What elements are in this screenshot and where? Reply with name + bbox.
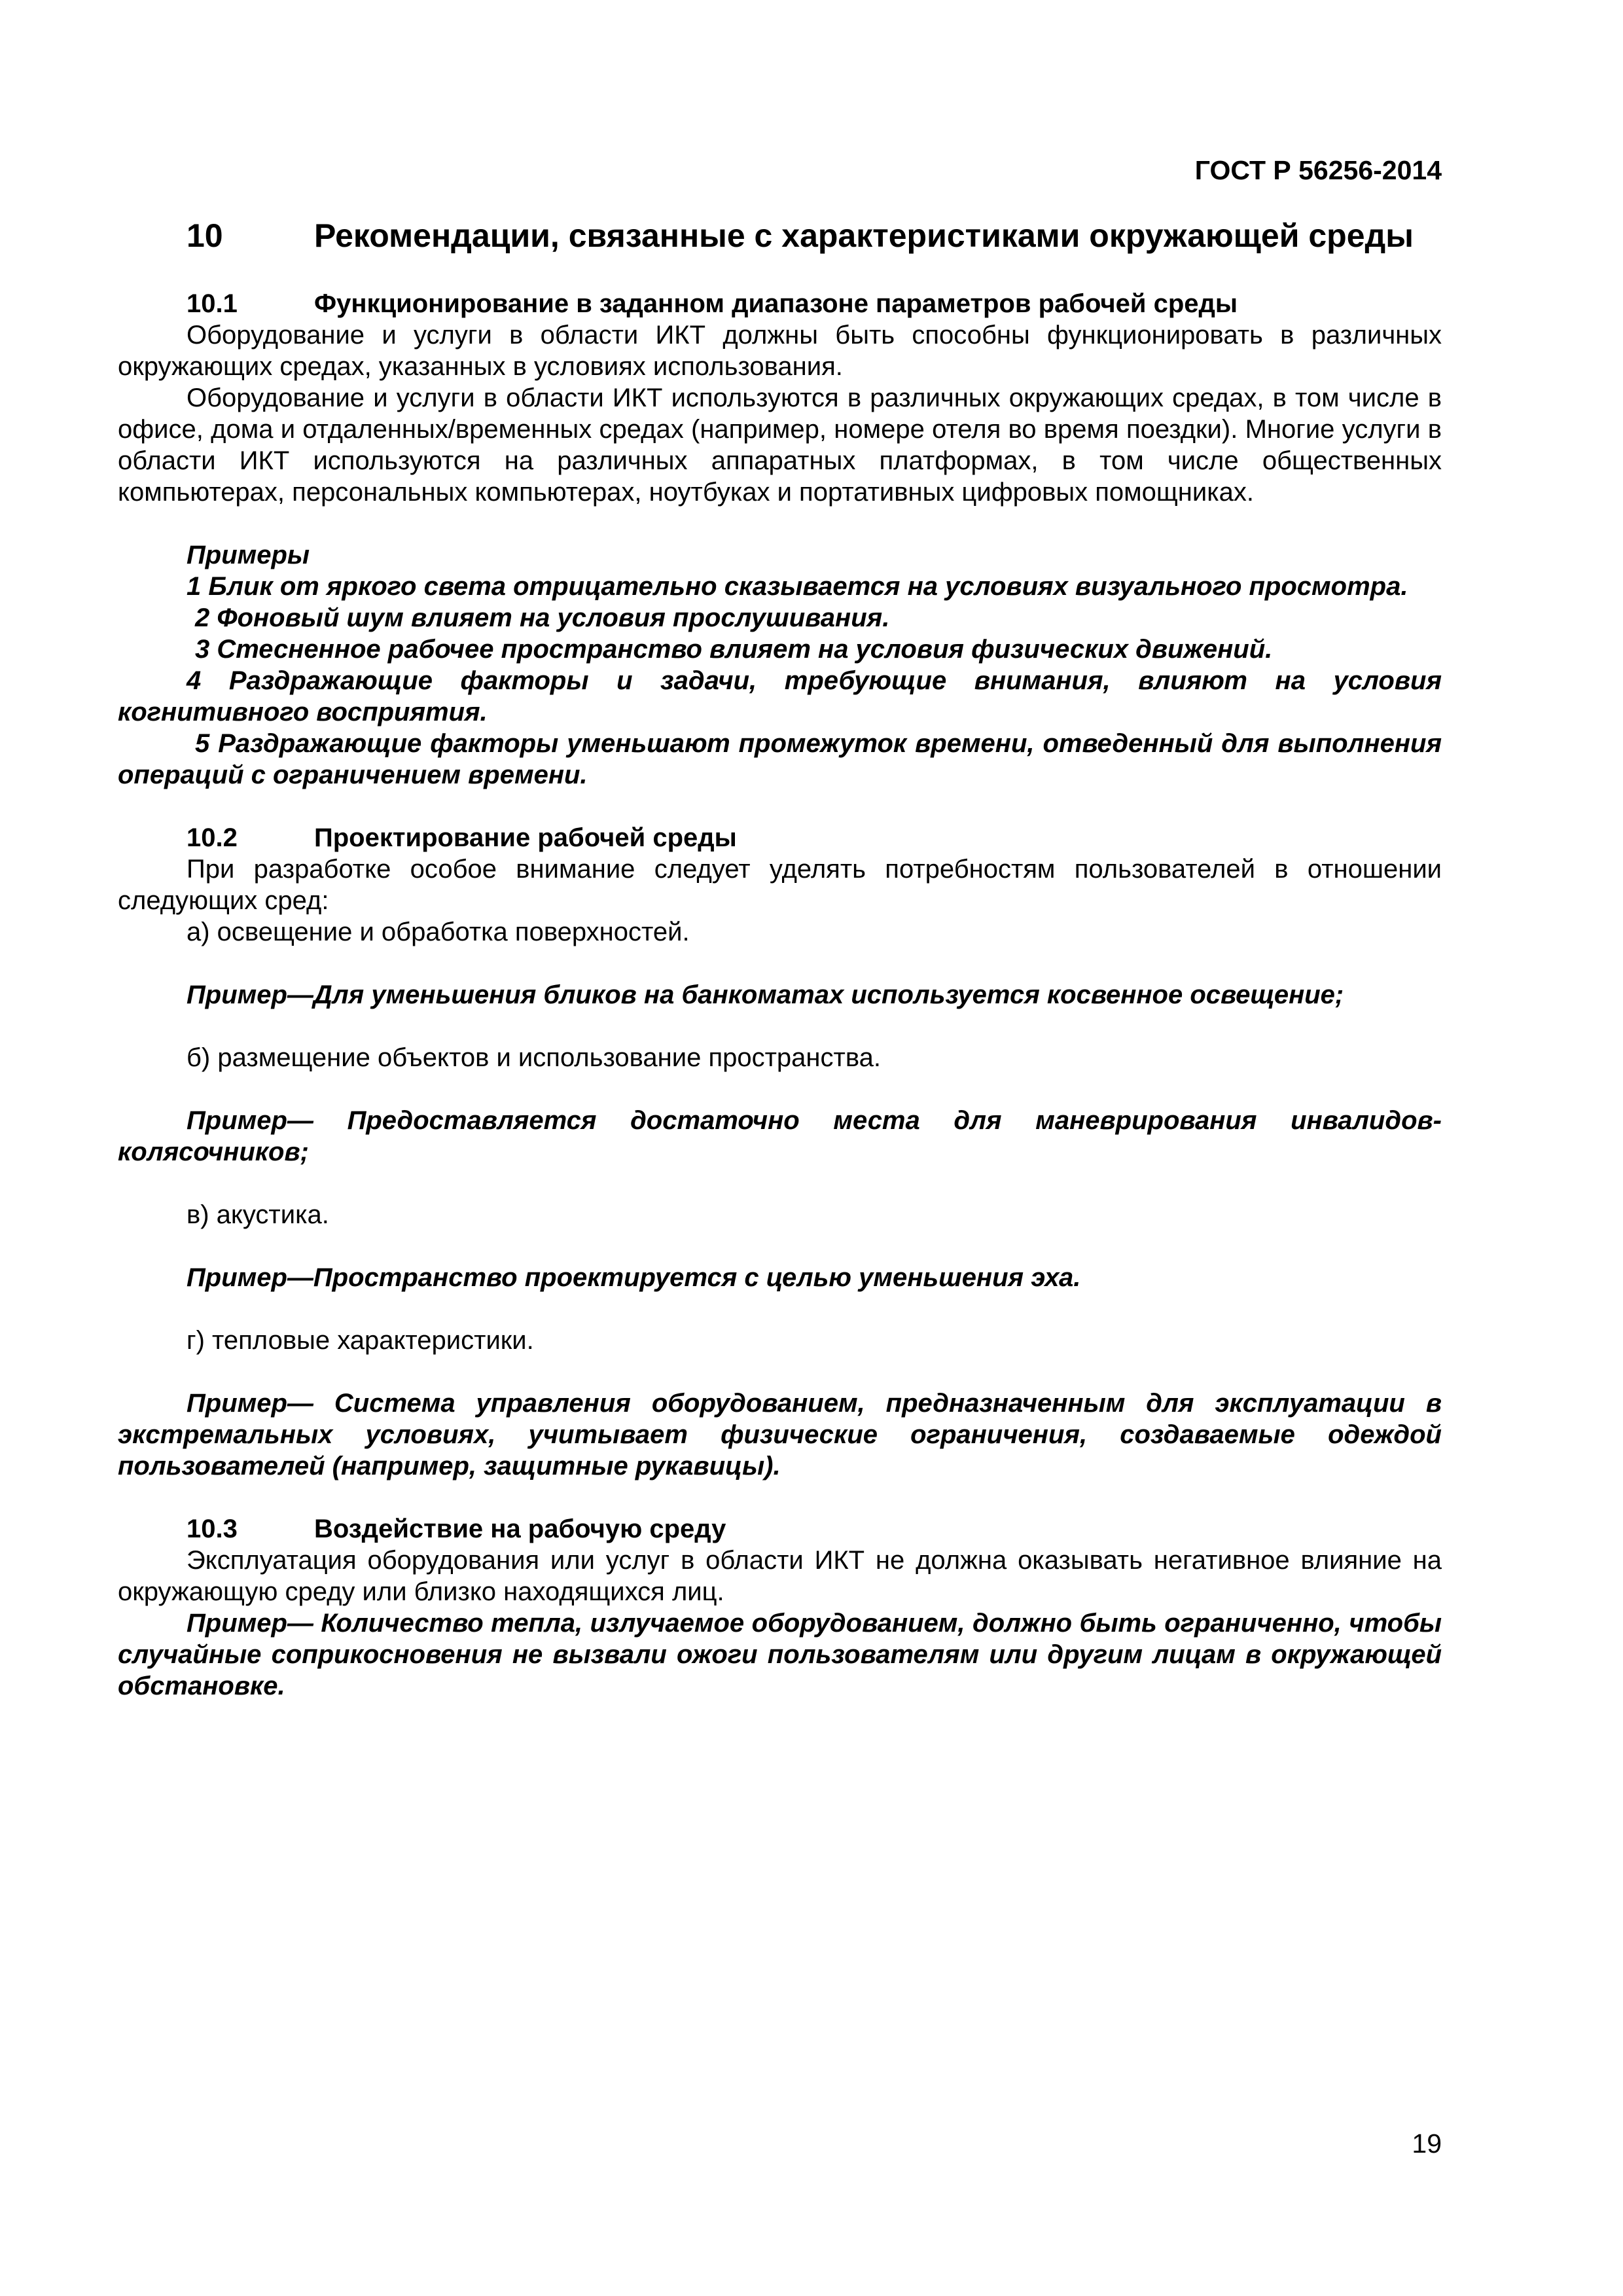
example-note: Пример—Для уменьшения бликов на банкоматах используется косвенное освещение; xyxy=(187,980,1344,1009)
subsection-heading xyxy=(118,1513,1442,1545)
example-note: Пример— Предоставляется достаточно места для маневрирования инвалидов-колясочников; xyxy=(118,1106,1442,1166)
paragraph: Эксплуатация оборудования или услуг в области ИКТ не должна оказывать негативное влияние на окружающую среду или близко находящихся лиц. xyxy=(118,1546,1442,1606)
subsection-heading xyxy=(118,288,1442,319)
example-item: 4 Раздражающие факторы и задачи, требующие внимания, влияют на условия когнитивного восприятия. xyxy=(118,666,1442,726)
list-item: г) тепловые характеристики. xyxy=(187,1326,534,1355)
subsection-number: 10.2 xyxy=(187,823,238,852)
section-number: 10 xyxy=(187,217,223,254)
subsection-heading xyxy=(118,822,1442,853)
list-item: б) размещение объектов и использование пространства. xyxy=(187,1043,881,1072)
example-item: 5 Раздражающие факторы уменьшают промежуток времени, отведенный для выполнения операций с ограничением времени. xyxy=(118,729,1442,789)
paragraph: Оборудование и услуги в области ИКТ используются в различных окружающих средах, в том числе в офисе, дома и отдаленных/временных средах (например, номере отеля во время поездки). Многие услуги в области ИКТ используются на различных аппаратных платформах, в том числе общественных компьютерах, персональных компьютерах, ноутбуках и портативных цифровых помощниках. xyxy=(118,384,1442,507)
example-item: 3 Стесненное рабочее пространство влияет на условия физических движений. xyxy=(195,635,1273,664)
paragraph: Оборудование и услуги в области ИКТ должны быть способны функционировать в различных окружающих средах, указанных в условиях использования. xyxy=(118,321,1442,381)
paragraph: При разработке особое внимание следует уделять потребностям пользователей в отношении следующих сред: xyxy=(118,855,1442,915)
example-item: 2 Фоновый шум влияет на условия прослушивания. xyxy=(195,603,890,632)
subsection-title: Воздействие на рабочую среду xyxy=(314,1515,726,1543)
example-note: Пример— Система управления оборудованием, предназначенным для эксплуатации в экстремальных условиях, учитывает физические ограничения, создаваемые одеждой пользователей (например, защитные рукавицы). xyxy=(118,1389,1442,1480)
subsection-title: Функционирование в заданном диапазоне параметров рабочей среды xyxy=(314,289,1238,318)
list-item: в) акустика. xyxy=(187,1200,329,1229)
subsection-number: 10.3 xyxy=(187,1515,238,1543)
example-note: Пример— Количество тепла, излучаемое оборудованием, должно быть ограниченно, чтобы случайные соприкосновения не вызвали ожоги пользователям или другим лицам в окружающей обстановке. xyxy=(118,1609,1442,1700)
section-title: Рекомендации, связанные с характеристиками окружающей среды xyxy=(314,217,1414,254)
section-heading xyxy=(118,216,1442,255)
example-item: 1 Блик от яркого света отрицательно сказывается на условиях визуального просмотра. xyxy=(187,572,1408,601)
examples-title: Примеры xyxy=(187,541,310,569)
list-item: а) освещение и обработка поверхностей. xyxy=(187,918,690,946)
subsection-title: Проектирование рабочей среды xyxy=(314,823,737,852)
page-number: 19 xyxy=(1412,2128,1442,2159)
standard-code: ГОСТ Р 56256-2014 xyxy=(1194,155,1442,185)
example-note: Пример—Пространство проектируется с целью уменьшения эха. xyxy=(187,1263,1081,1292)
subsection-number: 10.1 xyxy=(187,289,238,318)
page-content xyxy=(118,216,1442,1702)
